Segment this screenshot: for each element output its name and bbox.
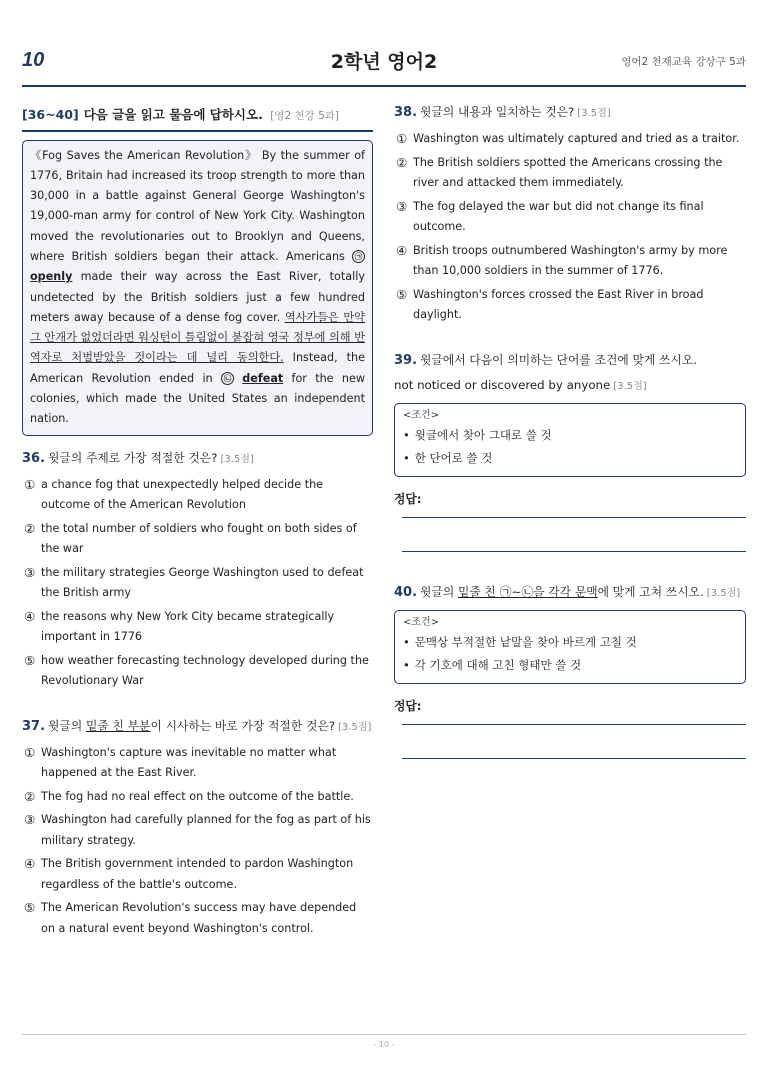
question-39 (394, 348, 746, 552)
option-mark: ⑤ (24, 652, 36, 668)
question-37-title (22, 714, 373, 740)
conditions-box (394, 610, 746, 684)
option-text: a chance fog that unexpectedly helped decide the outcome of the American Revolution (41, 477, 324, 512)
marker-1: ㉠ (352, 250, 365, 263)
option-mark: ④ (396, 242, 408, 258)
option-1[interactable] (22, 743, 373, 784)
marker-2: ㉡ (221, 372, 234, 385)
header-divider (22, 85, 746, 87)
right-column (394, 100, 746, 759)
reading-passage (22, 140, 373, 436)
option-1[interactable] (394, 129, 746, 150)
option-5[interactable] (22, 651, 373, 692)
question-text-b: 이 시사하는 바로 가장 적절한 것은? (150, 718, 336, 733)
option-mark: ① (24, 476, 36, 492)
question-definition: not noticed or discovered by anyone (394, 377, 611, 392)
conditions-label: <조건> (403, 616, 440, 628)
option-mark: ④ (24, 608, 36, 624)
passage-text-1: 《Fog Saves the American Revolution》 By the summer of 1776, Britain had increased its troop strength to more than 30,000 in a battle against General George Washington's 19,000-man army for control of New York City. Washington moved the revolutionaries out to Brooklyn and Queens, where British soldiers began their attack. Americans (30, 148, 365, 263)
option-2[interactable] (22, 787, 373, 808)
option-mark: ⑤ (24, 900, 36, 916)
option-5[interactable] (394, 285, 746, 326)
question-text: 윗글의 주제로 가장 적절한 것은? (48, 450, 218, 465)
answer-line-2[interactable] (402, 551, 746, 552)
option-mark: ② (24, 788, 36, 804)
section-instruction: 다음 글을 읽고 물음에 답하시오. (83, 107, 263, 122)
question-36 (22, 446, 373, 692)
question-number: 39. (394, 352, 418, 368)
section-divider (22, 130, 373, 132)
option-mark: ② (396, 154, 408, 170)
option-mark: ① (24, 744, 36, 760)
question-text: 윗글의 내용과 일치하는 것은? (420, 105, 575, 119)
option-1[interactable] (22, 475, 373, 516)
option-text: the total number of soldiers who fought on both sides of the war (41, 521, 357, 556)
passage-text-2: made their way across the East River, totally undetected by the British soldiers just a few hundred meters away because of a dense fog cover. (30, 270, 365, 324)
page-subtitle: 영어2 천재교육 강상구 5과 (621, 56, 746, 68)
answer-line-2[interactable] (402, 758, 746, 759)
question-40-title (394, 580, 746, 606)
question-40 (394, 580, 746, 759)
option-mark: ④ (24, 856, 36, 872)
answer-label: 정답: (394, 698, 422, 713)
question-points: [3.5점] (706, 587, 741, 599)
conditions-box (394, 403, 746, 477)
question-points: [3.5점] (577, 108, 611, 119)
section-range: [36~40] (22, 107, 79, 122)
option-text: Washington had carefully planned for the fog as part of his military strategy. (41, 813, 371, 847)
option-3[interactable] (394, 197, 746, 238)
option-mark: ③ (24, 564, 36, 580)
question-points: [3.5점] (338, 721, 372, 733)
question-points: [3.5점] (220, 453, 254, 465)
condition-item: • 한 단어로 쓸 것 (403, 447, 737, 470)
options-list (394, 129, 746, 326)
option-text: The British government intended to pardon Washington regardless of the battle's outcome. (41, 857, 354, 891)
question-text-underlined: 밑줄 친 부분 (85, 718, 151, 733)
option-mark: ③ (24, 812, 36, 828)
section-source: [영2 천강 5과] (270, 110, 340, 122)
option-text: the military strategies George Washington used to defeat the British army (41, 565, 364, 600)
option-4[interactable] (394, 241, 746, 282)
question-text-underlined: 밑줄 친 ㉠~㉡을 각각 문맥 (457, 584, 598, 599)
option-text: British troops outnumbered Washington's army by more than 10,000 soldiers in the summer of 1776. (413, 243, 728, 277)
option-3[interactable] (22, 810, 373, 851)
conditions-label: <조건> (403, 409, 440, 421)
answer-label: 정답: (394, 491, 422, 506)
option-text: The American Revolution's success may have depended on a natural event beyond Washington's control. (41, 901, 357, 935)
footer-page-number: - 10 - (373, 1040, 395, 1049)
option-text: the reasons why New York City became strategically important in 1776 (41, 609, 335, 644)
question-36-title (22, 446, 373, 472)
footer-divider (22, 1034, 746, 1035)
option-4[interactable] (22, 607, 373, 648)
question-37 (22, 714, 373, 940)
option-mark: ③ (396, 198, 408, 214)
passage-text-3: Instead, the American Revolution ended in (30, 351, 365, 385)
condition-item: • 문맥상 부적절한 낱말을 찾아 바르게 고칠 것 (403, 631, 737, 654)
option-mark: ⑤ (396, 286, 408, 302)
condition-item: • 윗글에서 찾아 그대로 쓸 것 (403, 424, 737, 447)
option-4[interactable] (22, 854, 373, 895)
answer-line-1[interactable] (402, 517, 746, 518)
page-number: 10 (22, 49, 45, 71)
page-title: 2학년 영어2 (330, 51, 438, 73)
question-text-a: 윗글의 (48, 718, 86, 733)
option-text: Washington's capture was inevitable no matter what happened at the East River. (41, 745, 337, 780)
option-2[interactable] (394, 153, 746, 194)
option-text: The fog had no real effect on the outcome of the battle. (41, 789, 354, 803)
options-list (22, 743, 373, 940)
left-column (22, 100, 373, 942)
option-mark: ① (396, 131, 408, 146)
question-38 (394, 100, 746, 326)
question-39-title (394, 348, 746, 399)
option-text: how weather forecasting technology developed during the Revolutionary War (41, 653, 369, 688)
condition-item: • 각 기호에 대해 고친 형태만 쓸 것 (403, 654, 737, 677)
option-2[interactable] (22, 519, 373, 560)
question-number: 37. (22, 718, 46, 734)
option-5[interactable] (22, 898, 373, 939)
question-text: 윗글에서 다음이 의미하는 단어를 조건에 맞게 쓰시오. (420, 352, 697, 367)
question-number: 38. (394, 105, 418, 120)
page-header (22, 44, 746, 84)
underlined-korean-sentence: 역사가들은 만약 그 안개가 없었더라면 워싱턴이 틀림없이 붙잡혀 영국 정부에 의해 반역자로 처벌받았을 것이라는 데 널리 동의한다. (30, 310, 365, 365)
option-text: Washington was ultimately captured and tried as a traitor. (413, 132, 740, 145)
option-text: The fog delayed the war but did not change its final outcome. (413, 199, 704, 233)
option-mark: ② (24, 520, 36, 536)
question-points: [3.5점] (613, 380, 647, 392)
options-list (22, 475, 373, 692)
option-text: The British soldiers spotted the Americans crossing the river and attacked them immediately. (413, 155, 723, 189)
underlined-word-2: defeat (242, 371, 284, 385)
question-text-a: 윗글의 (420, 584, 458, 599)
answer-line-1[interactable] (402, 724, 746, 725)
underlined-word-1: openly (30, 270, 73, 284)
question-38-title (394, 100, 746, 126)
section-heading (22, 100, 373, 130)
option-text: Washington's forces crossed the East River in broad daylight. (413, 287, 704, 321)
passage-text-4: for the new colonies, which made the United States an independent nation. (30, 371, 365, 426)
question-text-b: 에 맞게 고쳐 쓰시오. (597, 584, 704, 599)
option-3[interactable] (22, 563, 373, 604)
question-number: 40. (394, 584, 418, 600)
question-number: 36. (22, 450, 46, 466)
